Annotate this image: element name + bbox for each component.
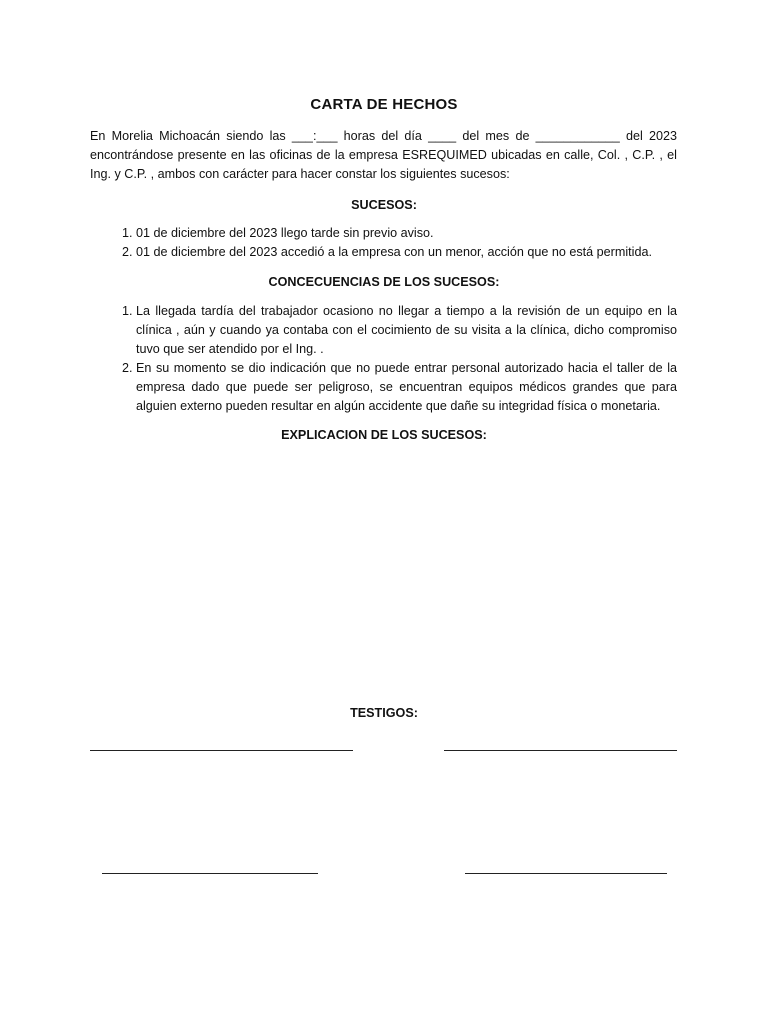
consecuencias-heading: CONCECUENCIAS DE LOS SUCESOS:: [268, 275, 500, 289]
list-item: 2. En su momento se dio indicación que no puede entrar personal autorizado hacia el taller de la empresa dado que puede ser peligroso, se encuentran equipos médicos grandes que para alguien externo pueden resultar en algún accidente que dañe su integridad física o monetaria.: [136, 359, 677, 416]
document-title: CARTA DE HECHOS: [310, 96, 458, 113]
testigos-heading: TESTIGOS:: [350, 706, 418, 720]
signature-line: [90, 750, 353, 751]
consecuencias-list: [90, 302, 677, 416]
sucesos-list: [90, 224, 677, 262]
sucesos-heading: SUCESOS:: [351, 198, 417, 212]
explicacion-heading: EXPLICACION DE LOS SUCESOS:: [281, 428, 487, 442]
list-item: 2. 01 de diciembre del 2023 accedió a la empresa con un menor, acción que no está permitida.: [136, 243, 677, 262]
intro-paragraph: En Morelia Michoacán siendo las ___:___ horas del día ____ del mes de ____________ del 2023 encontrándose presente en las oficinas de la empresa ESREQUIMED ubicadas en calle, Col. , C.P. , el Ing. y C.P. , ambos con carácter para hacer constar los siguientes sucesos:: [90, 129, 677, 181]
signature-line: [444, 750, 677, 751]
list-item: 1. La llegada tardía del trabajador ocasiono no llegar a tiempo a la revisión de un equipo en la clínica , aún y cuando ya contaba con el cocimiento de su visita a la clínica, dicho compromiso tuvo que ser atendido por el Ing. .: [136, 302, 677, 359]
signature-line: [465, 873, 667, 874]
signature-line: [102, 873, 318, 874]
list-item: 1. 01 de diciembre del 2023 llego tarde sin previo aviso.: [136, 224, 677, 243]
